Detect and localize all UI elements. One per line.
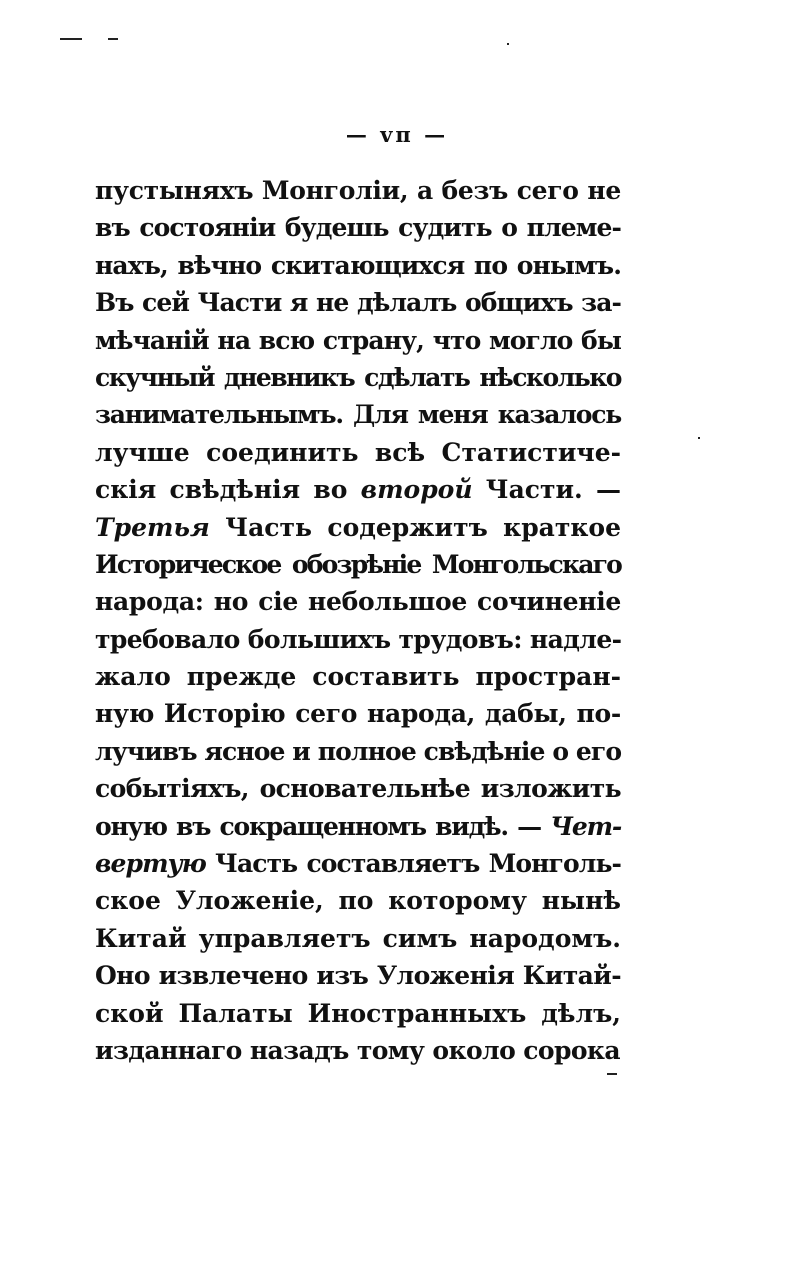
scan-mark — [60, 38, 82, 40]
text-segment: скія свѣдѣнія во — [95, 475, 361, 505]
text-line — [95, 658, 621, 695]
page-number-header: — vп — — [345, 122, 449, 147]
text-segment: занимательнымъ. Для меня казалось — [95, 400, 621, 430]
text-segment: Часть составляетъ Монголь- — [205, 849, 621, 879]
italic-word: вертую — [95, 849, 206, 879]
text-segment: мѣчаній на всю страну, что могло бы — [95, 325, 621, 355]
text-segment: лучивъ ясное и полное свѣдѣніе о его — [95, 736, 622, 766]
text-segment: Оно извлечено изъ Уложенія Китай- — [95, 961, 621, 991]
text-line — [95, 995, 621, 1032]
italic-word: Чет- — [550, 811, 621, 841]
text-line — [95, 770, 621, 807]
italic-word: Третья — [95, 512, 210, 542]
text-segment: Части. — — [472, 475, 621, 505]
text-line — [95, 808, 621, 845]
text-segment: оную въ сокращенномъ видѣ. — — [95, 811, 551, 841]
text-segment: требовало большихъ трудовъ: надле- — [95, 624, 622, 654]
text-segment: Въ сей Части я не дѣлалъ общихъ за- — [95, 288, 621, 318]
text-line — [95, 733, 621, 770]
italic-word: второй — [360, 475, 473, 505]
text-line — [95, 920, 621, 957]
scan-mark — [108, 38, 118, 40]
text-segment: лучше соединить всѣ Статистиче- — [95, 437, 621, 467]
text-segment: Часть содержитъ краткое — [209, 512, 621, 542]
text-segment: скучный дневникъ сдѣлать нѣсколько — [95, 362, 621, 392]
text-line — [95, 882, 621, 919]
text-segment: ское Уложеніе, по которому нынѣ — [95, 886, 621, 916]
scan-mark — [698, 437, 700, 439]
text-line — [95, 359, 621, 396]
text-segment: изданнаго назадъ тому около сорока — [95, 1035, 620, 1065]
text-line — [95, 845, 621, 882]
text-line — [95, 247, 621, 284]
text-line — [95, 1032, 621, 1069]
text-line — [95, 471, 621, 508]
text-segment: событіяхъ, основательнѣе изложить — [95, 774, 621, 804]
text-line — [95, 546, 621, 583]
text-segment: Историческое обозрѣніе Монгольскаго — [95, 549, 621, 579]
body-text — [95, 172, 621, 1069]
text-line — [95, 172, 621, 209]
text-line — [95, 434, 621, 471]
text-line — [95, 284, 621, 321]
scan-mark — [507, 43, 509, 45]
text-segment: нахъ, вѣчно скитающихся по онымъ. — [95, 250, 621, 280]
text-segment: ской Палаты Иностранныхъ дѣлъ, — [95, 998, 621, 1028]
text-line — [95, 621, 621, 658]
text-segment: народа: но сіе небольшое сочиненіе — [95, 587, 621, 617]
text-segment: ную Исторію сего народа, дабы, по- — [95, 699, 621, 729]
text-line — [95, 322, 621, 359]
text-line — [95, 583, 621, 620]
text-segment: въ состояніи будешь судить о племе- — [95, 213, 621, 243]
text-line — [95, 509, 621, 546]
text-segment: пустыняхъ Монголіи, а безъ сего не — [95, 176, 621, 205]
text-segment: Китай управляетъ симъ народомъ. — [95, 923, 621, 953]
text-line — [95, 209, 621, 246]
scan-mark — [607, 1073, 617, 1075]
text-line — [95, 695, 621, 732]
text-segment: жало прежде составить простран- — [95, 662, 621, 692]
text-line — [95, 396, 621, 433]
text-line — [95, 957, 621, 994]
